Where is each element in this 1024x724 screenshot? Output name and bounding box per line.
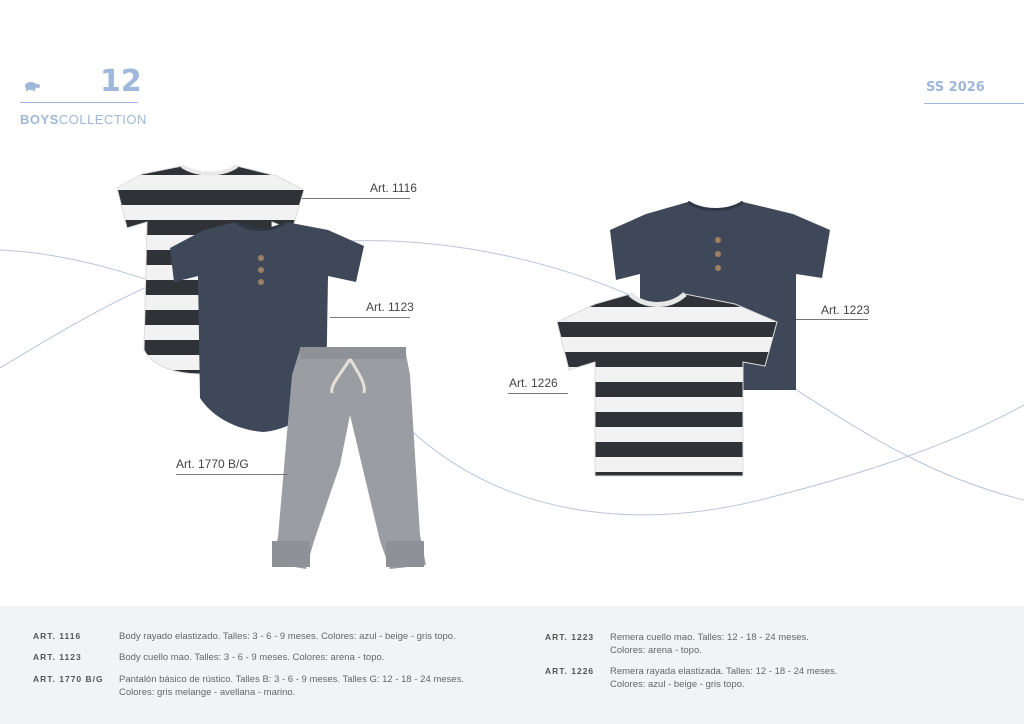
striped-tshirt-image xyxy=(555,292,780,480)
collection-bold: BOYS xyxy=(20,112,59,127)
art-label-1116: Art. 1116 xyxy=(370,181,417,195)
description-text-line2: Colores: gris melange - avellana - marino. xyxy=(119,687,296,698)
leader-line-1223 xyxy=(796,319,868,320)
art-label-1223: Art. 1223 xyxy=(821,303,870,317)
description-text: Remera rayada elastizada. Talles: 12 - 18 - 24 meses. xyxy=(610,666,838,677)
description-text-line2: Colores: arena - topo. xyxy=(610,645,702,656)
description-text: Body cuello mao. Talles: 3 - 6 - 9 meses. Colores: arena - topo. xyxy=(119,652,385,663)
art-label-1770: Art. 1770 B/G xyxy=(176,457,249,471)
description-code: ART. 1770 B/G xyxy=(33,674,104,684)
description-text: Remera cuello mao. Talles: 12 - 18 - 24 meses. xyxy=(610,632,809,643)
description-code: ART. 1116 xyxy=(33,631,82,641)
description-footer xyxy=(0,606,1024,724)
leader-line-1770 xyxy=(176,474,288,475)
grey-joggers-image xyxy=(270,345,430,575)
description-text: Body rayado elastizado. Talles: 3 - 6 - 9 meses. Colores: azul - beige - gris topo. xyxy=(119,631,456,642)
season-label: SS 2026 xyxy=(926,80,985,95)
leader-line-1226 xyxy=(508,393,568,394)
description-row xyxy=(0,665,1024,693)
collection-light: COLLECTION xyxy=(58,112,147,127)
description-code: ART. 1226 xyxy=(545,666,595,676)
art-label-1123: Art. 1123 xyxy=(366,300,414,314)
description-text-line2: Colores: azul - beige - gris topo. xyxy=(610,679,745,690)
description-code: ART. 1123 xyxy=(33,652,82,662)
leader-line-1123 xyxy=(330,317,410,318)
description-row xyxy=(0,631,1024,659)
description-text: Pantalón básico de rústico. Talles B: 3 - 6 - 9 meses. Talles G: 12 - 18 - 24 meses. xyxy=(119,674,464,685)
art-label-1226: Art. 1226 xyxy=(509,376,558,390)
description-code: ART. 1223 xyxy=(545,632,595,642)
leader-line-1116 xyxy=(302,198,410,199)
page-number: 12 xyxy=(100,64,142,99)
